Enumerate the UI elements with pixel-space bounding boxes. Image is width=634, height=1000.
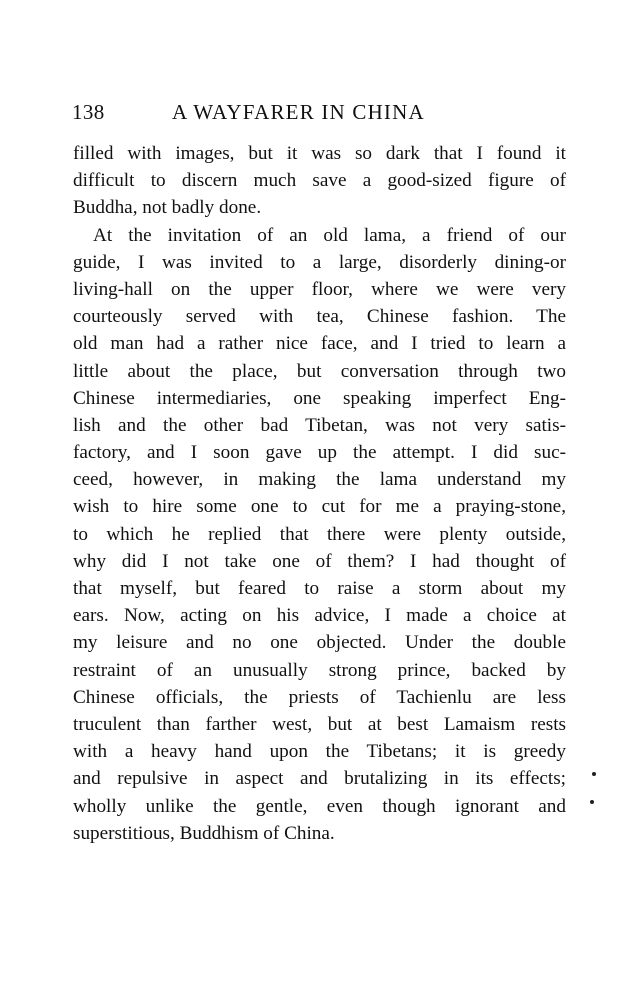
margin-mark [592, 772, 596, 776]
text-line: ceed, however, in making the lama understand my [73, 469, 566, 491]
text-line: old man had a rather nice face, and I tried to learn a [73, 333, 566, 355]
body-text [73, 140, 566, 847]
text-line: difficult to discern much save a good-sized figure of [73, 170, 566, 192]
text-line: to which he replied that there were plenty outside, [73, 523, 566, 545]
text-line: living-hall on the upper floor, where we were very [73, 278, 566, 300]
text-line: little about the place, but conversation through two [73, 360, 566, 382]
text-line: and repulsive in aspect and brutalizing in its effects; [73, 768, 566, 790]
text-line: restraint of an unusually strong prince, backed by [73, 659, 566, 681]
text-line: filled with images, but it was so dark that I found it [73, 143, 566, 164]
text-line: ears. Now, acting on his advice, I made a choice at [73, 605, 566, 627]
text-line: Chinese intermediaries, one speaking imperfect Eng- [73, 387, 566, 409]
text-line: lish and the other bad Tibetan, was not very satis- [73, 414, 566, 436]
running-head [72, 98, 572, 126]
text-line: Chinese officials, the priests of Tachienlu are less [73, 686, 566, 708]
text-line: that myself, but feared to raise a storm about my [73, 578, 566, 599]
margin-mark [590, 800, 594, 804]
text-line: courteously served with tea, Chinese fashion. The [73, 306, 566, 328]
text-line: superstitious, Buddhism of China. [73, 822, 335, 844]
text-line: guide, I was invited to a large, disorderly dining-or [73, 251, 566, 273]
text-line: with a heavy hand upon the Tibetans; it is greedy [73, 741, 566, 763]
page-number: 138 [72, 100, 105, 124]
text-line: wish to hire some one to cut for me a praying-stone, [73, 496, 566, 518]
text-line: why did I not take one of them? I had thought of [73, 550, 566, 572]
text-line: my leisure and no one objected. Under the double [73, 632, 566, 654]
text-line: Buddha, not badly done. [73, 197, 262, 219]
text-line: factory, and I soon gave up the attempt. I did suc- [73, 442, 566, 464]
paragraph-start-line: At the invitation of an old lama, a friend of our [93, 224, 566, 246]
text-line: wholly unlike the gentle, even though ignorant and [73, 795, 566, 817]
text-line: truculent than farther west, but at best Lamaism rests [73, 713, 566, 735]
book-title: A WAYFARER IN CHINA [172, 100, 425, 124]
